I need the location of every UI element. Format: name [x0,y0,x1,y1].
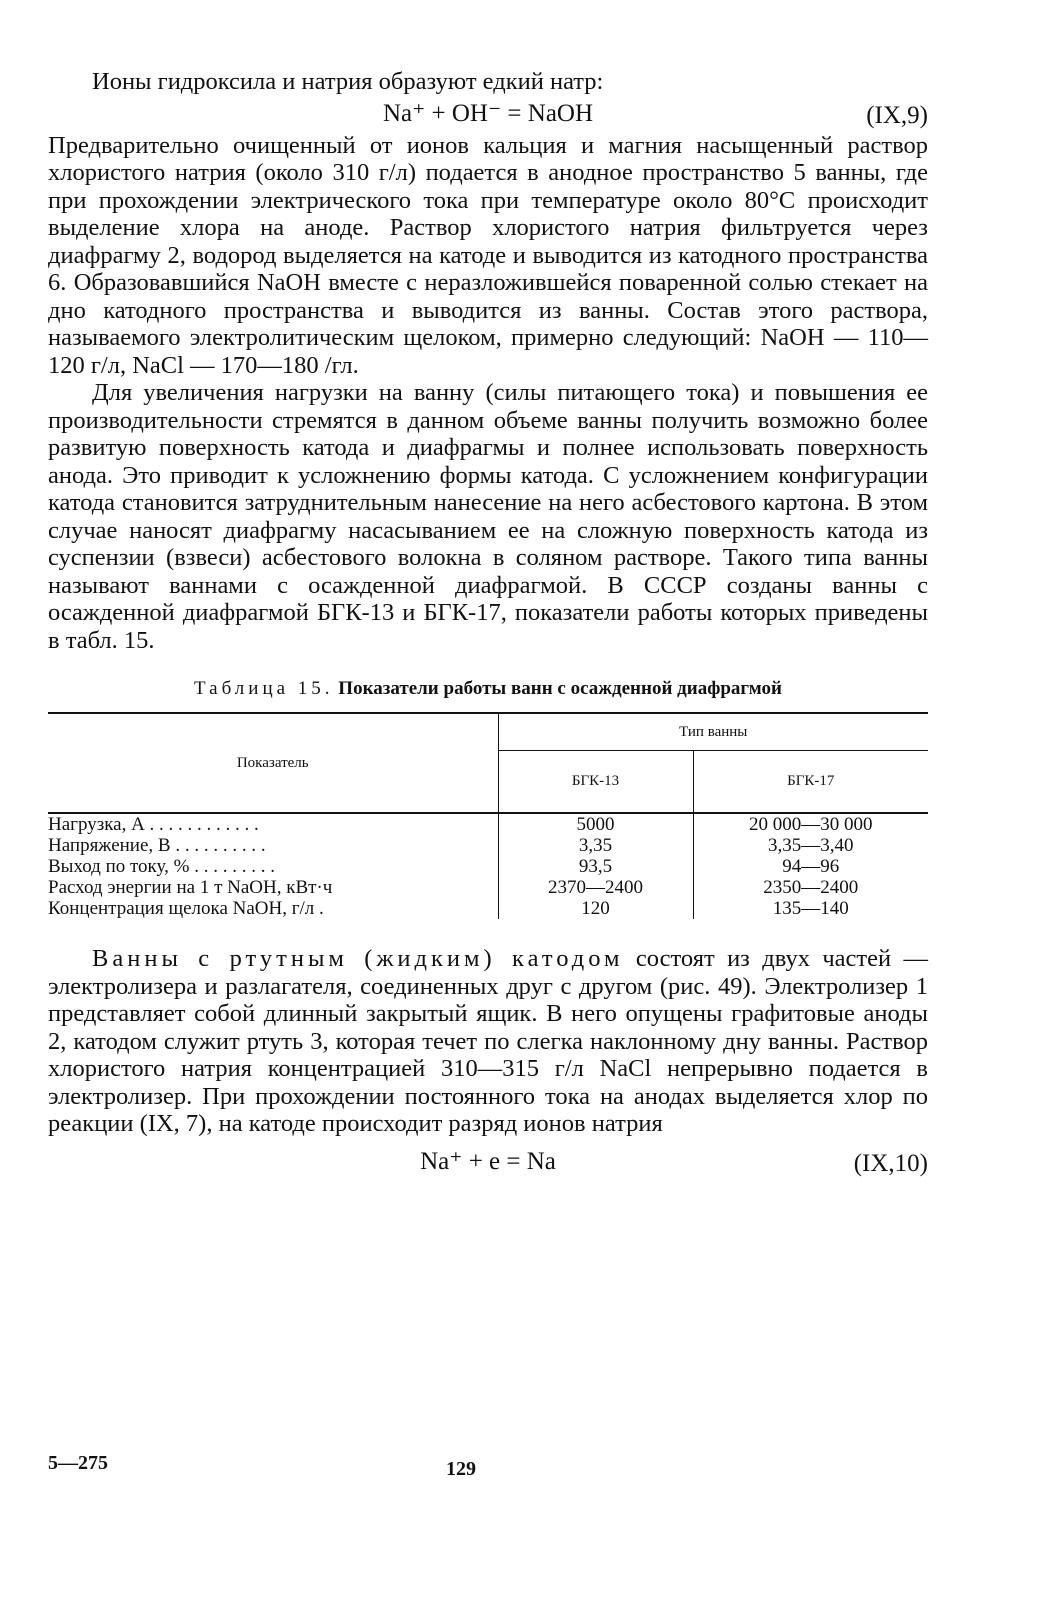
signature-mark: 5—275 [48,1452,108,1474]
row-value-bgk17: 20 000—30 000 [749,814,873,835]
equation-ix10 [48,1144,928,1180]
row-value-bgk13: 5000 [576,814,615,835]
paragraph-3-lead: Ванны с ртутным (жидким) катодом [92,945,624,972]
header-indicator: Показатель [48,713,498,813]
row-name: Нагрузка, А . . . . . . . . . . . . [48,814,259,835]
equation-number: (IX,10) [853,1149,928,1177]
paragraph-2: Для увеличения нагрузки на ванну (силы питающего тока) и повышения ее производительности стремятся в данном объеме ванны получить возможно более развитую поверхность катода и диафрагмы и полнее использовать поверхность анода. Это приводит к усложнению формы катода. С усложнением конфигурации катода становится затруднительным нанесение на него асбестового картона. В этом случае наносят диафрагму насасыванием ее на сложную поверхность катода из суспензии (взвеси) асбестового волокна в соляном растворе. Такого типа ванны называют ваннами с осажденной диафрагмой. В СССР созданы ванны с осажденной диафрагмой БГК-13 и БГК-17, показатели работы которых приведены в табл. 15. [48,379,928,654]
table-caption-title: Показатели работы ванн с осажденной диафрагмой [338,678,782,699]
row-value-bgk13: 2370—2400 [548,877,643,898]
data-table [48,712,928,919]
page-number: 129 [446,1458,476,1480]
table-caption-label: Таблица 15. [194,678,334,699]
equation-formula: Na⁺ + e = Na [420,1147,556,1175]
row-name: Выход по току, % . . . . . . . . . [48,856,275,877]
row-value-bgk17: 94—96 [782,856,840,877]
row-value-bgk17: 2350—2400 [763,877,859,898]
row-value-bgk17: 3,35—3,40 [768,835,854,856]
table-caption [48,678,928,700]
equation-number: (IX,9) [866,101,928,129]
table-row [48,813,928,919]
equation-formula: Na⁺ + OH⁻ = NaOH [382,99,594,127]
row-name: Напряжение, В . . . . . . . . . . [48,835,266,856]
header-bgk17: БГК-17 [693,751,928,813]
row-value-bgk13: 3,35 [578,835,613,856]
row-value-bgk13: 93,5 [578,856,613,877]
row-name: Концентрация щелока NaOH, г/л . [48,898,324,919]
row-value-bgk17: 135—140 [772,898,849,919]
header-bgk13: БГК-13 [498,751,693,813]
paragraph-1: Предварительно очищенный от ионов кальция и магния насыщенный раствор хлористого натрия (около 310 г/л) подается в анодное пространство 5 ванны, где при прохождении электрического тока при температуре около 80°C происходит выделение хлора на аноде. Раствор хлористого натрия фильтруется через диафрагму 2, водород выделяется на катоде и выводится из катодного пространства 6. Образовавшийся NaOH вместе с неразложившейся поваренной солью стекает на дно катодного пространства и выводится из ванны. Состав этого раствора, называемого электролитическим щелоком, примерно следующий: NaOH — 110—120 г/л, NaCl — 170—180 /гл. [48,131,928,379]
header-bath-type: Тип ванны [498,713,928,751]
row-value-bgk13: 120 [581,898,610,919]
intro-line: Ионы гидроксила и натрия образуют едкий натр: [92,68,604,95]
paragraph-3-body: состоят из двух частей — электролизера и разлагателя, соединенных друг с другом (рис. 49). Электролизер 1 представляет собой длинный закрытый ящик. В него опущены графитовые аноды 2, катодом служит ртуть 3, которая течет по слегка наклонному дну ванны. Раствор хлористого натрия концентрацией 310—315 г/л NaCl непрерывно подается в электролизер. При прохождении постоянного тока на анодах выделяется хлор по реакции (IX, 7), на катоде происходит разряд ионов натрия [48,945,929,1137]
paragraph-3 [48,945,928,1138]
page-body [48,68,928,1180]
equation-ix9 [48,96,928,132]
row-name: Расход энергии на 1 т NaOH, кВт·ч [48,877,333,898]
